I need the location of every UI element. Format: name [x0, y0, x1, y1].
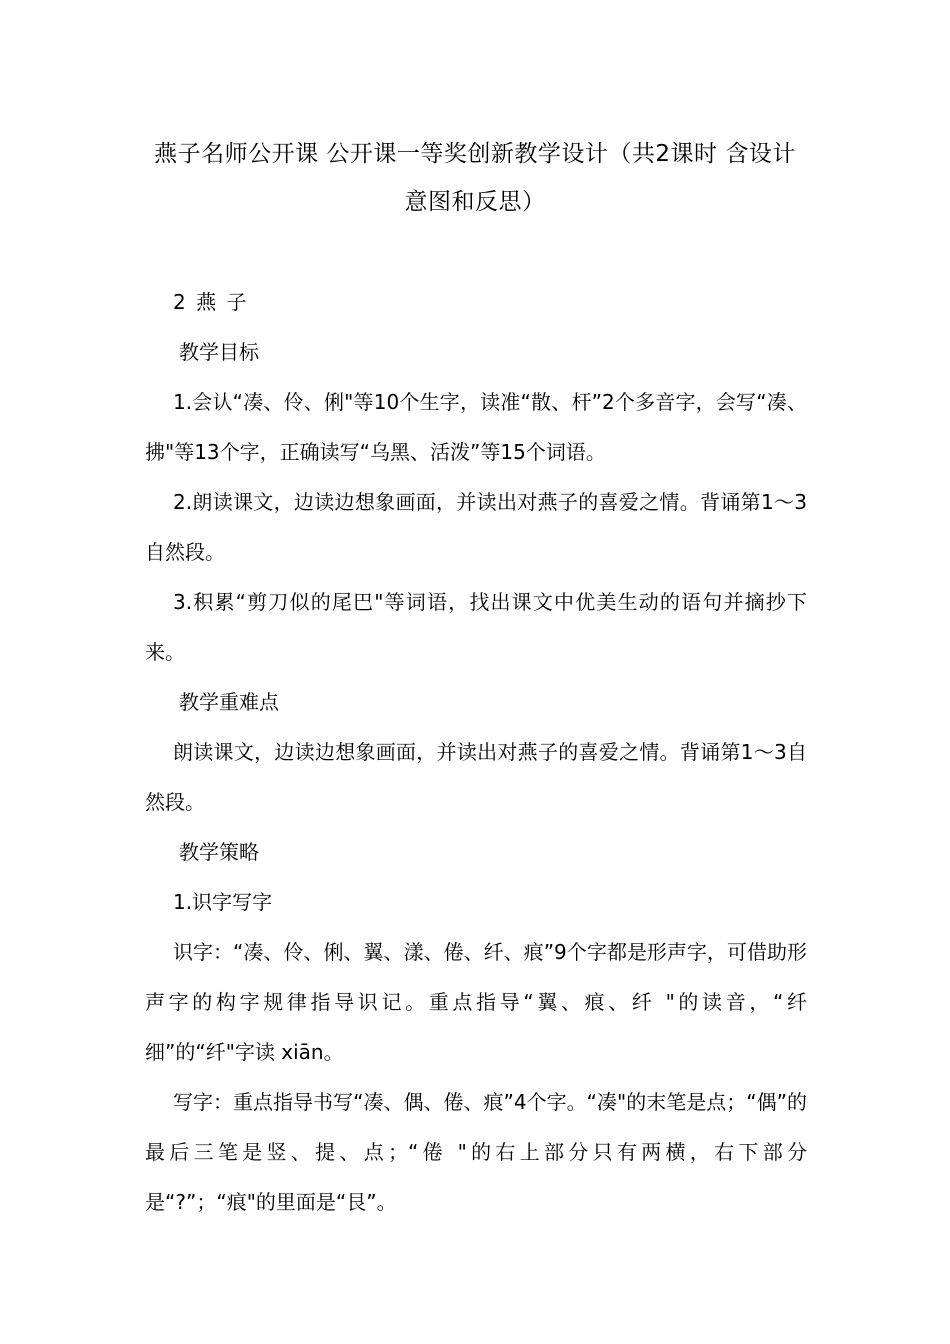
- strategy-recognition: 识字：“凑、伶、俐、翼、漾、倦、纤、痕”9个字都是形声字，可借助形声字的构字规律指导识记。重点指导“翼、痕、纤 "的读音，“纤细”的“纤"字读 xiān。: [145, 940, 807, 1064]
- document-title: 燕子名师公开课 公开课一等奖创新教学设计（共2课时 含设计意图和反思）: [154, 141, 796, 215]
- key-points-text: 朗读课文，边读边想象画面，并读出对燕子的喜爱之情。背诵第1～3自然段。: [145, 740, 807, 814]
- objective-2: 2.朗读课文，边读边想象画面，并读出对燕子的喜爱之情。背诵第1～3自然段。: [145, 490, 807, 564]
- strategy-writing: 写字：重点指导书写“凑、偶、倦、痕”4个字。“凑"的末笔是点；“偶”的最后三笔是竖、提、点；“倦 "的右上部分只有两横，右下部分是“?”；“痕"的里面是“艮”。: [145, 1090, 807, 1214]
- document-body: [145, 277, 807, 1227]
- section-heading-strategy: 教学策略: [179, 840, 259, 864]
- objective-3: 3.积累“剪刀似的尾巴"等词语，找出课文中优美生动的语句并摘抄下来。: [145, 590, 807, 664]
- section-heading-key-points: 教学重难点: [179, 690, 279, 714]
- objective-1: 1.会认“凑、伶、俐"等10个生字，读准“散、杆”2个多音字，会写“凑、拂"等13个字，正确读写“乌黑、活泼”等15个词语。: [145, 390, 807, 464]
- strategy-subheading: 1.识字写字: [173, 890, 273, 914]
- section-heading-objectives: 教学目标: [179, 340, 259, 364]
- lesson-heading: 2 燕 子: [173, 290, 249, 314]
